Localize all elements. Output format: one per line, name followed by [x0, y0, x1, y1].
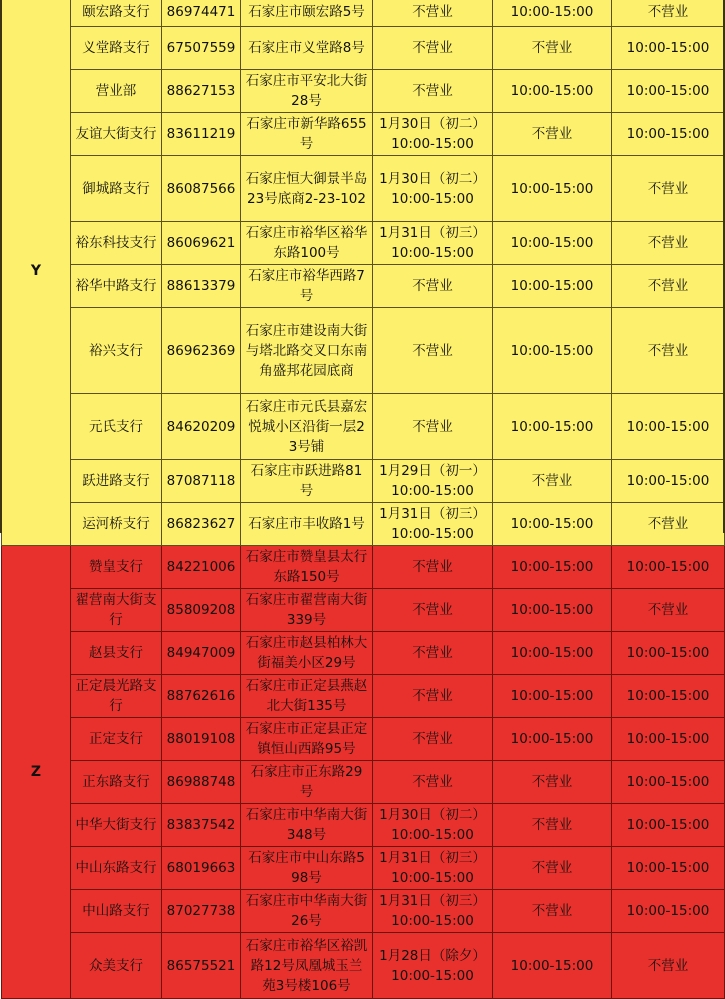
day2-hours-cell: 10:00-15:00 [493, 394, 612, 460]
day3-hours-cell: 10:00-15:00 [612, 804, 725, 847]
address-cell: 石家庄市翟营南大街339号 [241, 589, 373, 632]
day1-hours-cell: 不营业 [373, 546, 493, 589]
day1-hours-cell: 1月28日（除夕）10:00-15:00 [373, 933, 493, 999]
day1-hours-cell: 不营业 [373, 0, 493, 27]
table-row [2, 70, 725, 113]
table-row [2, 589, 725, 632]
day1-hours-cell: 不营业 [373, 308, 493, 394]
address-cell: 石家庄市中华南大街26号 [241, 890, 373, 933]
address-cell: 石家庄恒大御景半岛23号底商2-23-102 [241, 156, 373, 222]
branch-name-cell: 裕华中路支行 [71, 265, 162, 308]
day3-hours-cell: 10:00-15:00 [612, 113, 725, 156]
day2-hours-cell: 10:00-15:00 [493, 503, 612, 546]
table-row [2, 847, 725, 890]
branch-name-cell: 众美支行 [71, 933, 162, 999]
address-cell: 石家庄市新华路655号 [241, 113, 373, 156]
day1-hours-cell: 不营业 [373, 675, 493, 718]
phone-cell: 86823627 [162, 503, 241, 546]
day2-hours-cell: 不营业 [493, 804, 612, 847]
address-cell: 石家庄市建设南大街与塔北路交叉口东南角盛邦花园底商 [241, 308, 373, 394]
branch-name-cell: 裕东科技支行 [71, 222, 162, 265]
address-cell: 石家庄市颐宏路5号 [241, 0, 373, 27]
day1-hours-cell: 不营业 [373, 265, 493, 308]
day2-hours-cell: 10:00-15:00 [493, 156, 612, 222]
day2-hours-cell: 不营业 [493, 761, 612, 804]
day3-hours-cell: 10:00-15:00 [612, 70, 725, 113]
day2-hours-cell: 10:00-15:00 [493, 632, 612, 675]
table-row [2, 0, 725, 27]
day2-hours-cell: 10:00-15:00 [493, 0, 612, 27]
day3-hours-cell: 不营业 [612, 265, 725, 308]
section-z [2, 546, 725, 999]
phone-cell: 83837542 [162, 804, 241, 847]
address-cell: 石家庄市裕华区裕凯路12号凤凰城玉兰苑3号楼106号 [241, 933, 373, 999]
address-cell: 石家庄市裕华区裕华东路100号 [241, 222, 373, 265]
section-letter: Y [2, 0, 71, 546]
day1-hours-cell: 不营业 [373, 761, 493, 804]
day2-hours-cell: 10:00-15:00 [493, 222, 612, 265]
table-row [2, 113, 725, 156]
table-row [2, 265, 725, 308]
day2-hours-cell: 不营业 [493, 847, 612, 890]
table-row [2, 546, 725, 589]
day2-hours-cell: 10:00-15:00 [493, 265, 612, 308]
branch-name-cell: 营业部 [71, 70, 162, 113]
day1-hours-cell: 1月31日（初三）10:00-15:00 [373, 222, 493, 265]
phone-cell: 84620209 [162, 394, 241, 460]
day3-hours-cell: 10:00-15:00 [612, 890, 725, 933]
day3-hours-cell: 不营业 [612, 222, 725, 265]
day1-hours-cell: 1月31日（初三）10:00-15:00 [373, 847, 493, 890]
table-row [2, 933, 725, 999]
phone-cell: 86962369 [162, 308, 241, 394]
address-cell: 石家庄市裕华西路7号 [241, 265, 373, 308]
phone-cell: 83611219 [162, 113, 241, 156]
day1-hours-cell: 不营业 [373, 589, 493, 632]
day2-hours-cell: 10:00-15:00 [493, 308, 612, 394]
day1-hours-cell: 不营业 [373, 394, 493, 460]
day3-hours-cell: 10:00-15:00 [612, 718, 725, 761]
phone-cell: 68019663 [162, 847, 241, 890]
branch-name-cell: 赵县支行 [71, 632, 162, 675]
phone-cell: 88613379 [162, 265, 241, 308]
address-cell: 石家庄市丰收路1号 [241, 503, 373, 546]
day2-hours-cell: 10:00-15:00 [493, 718, 612, 761]
day1-hours-cell: 1月29日（初一）10:00-15:00 [373, 460, 493, 503]
day3-hours-cell: 不营业 [612, 308, 725, 394]
phone-cell: 88627153 [162, 70, 241, 113]
day2-hours-cell: 不营业 [493, 113, 612, 156]
branch-name-cell: 中华大街支行 [71, 804, 162, 847]
table-row [2, 503, 725, 546]
address-cell: 石家庄市中山东路598号 [241, 847, 373, 890]
day2-hours-cell: 10:00-15:00 [493, 675, 612, 718]
address-cell: 石家庄市赞皇县太行东路150号 [241, 546, 373, 589]
branch-name-cell: 赞皇支行 [71, 546, 162, 589]
day2-hours-cell: 不营业 [493, 890, 612, 933]
phone-cell: 86974471 [162, 0, 241, 27]
table-row [2, 27, 725, 70]
day3-hours-cell: 不营业 [612, 589, 725, 632]
day2-hours-cell: 不营业 [493, 460, 612, 503]
branch-name-cell: 中山东路支行 [71, 847, 162, 890]
day1-hours-cell: 1月30日（初二）10:00-15:00 [373, 804, 493, 847]
phone-cell: 86988748 [162, 761, 241, 804]
phone-cell: 86069621 [162, 222, 241, 265]
day3-hours-cell: 不营业 [612, 503, 725, 546]
table-row [2, 308, 725, 394]
branch-name-cell: 正定支行 [71, 718, 162, 761]
branch-name-cell: 颐宏路支行 [71, 0, 162, 27]
phone-cell: 87087118 [162, 460, 241, 503]
phone-cell: 86087566 [162, 156, 241, 222]
phone-cell: 88019108 [162, 718, 241, 761]
table-row [2, 222, 725, 265]
day3-hours-cell: 10:00-15:00 [612, 546, 725, 589]
branch-name-cell: 友谊大街支行 [71, 113, 162, 156]
address-cell: 石家庄市义堂路8号 [241, 27, 373, 70]
section-letter: Z [2, 546, 71, 999]
day1-hours-cell: 1月30日（初二）10:00-15:00 [373, 113, 493, 156]
day3-hours-cell: 10:00-15:00 [612, 394, 725, 460]
table-row [2, 632, 725, 675]
table-row [2, 761, 725, 804]
branch-hours-table [1, 0, 725, 999]
day3-hours-cell: 10:00-15:00 [612, 847, 725, 890]
day2-hours-cell: 10:00-15:00 [493, 70, 612, 113]
address-cell: 石家庄市元氏县嘉宏悦城小区沿街一层23号铺 [241, 394, 373, 460]
day1-hours-cell: 1月31日（初三）10:00-15:00 [373, 503, 493, 546]
section-y [2, 0, 725, 546]
day3-hours-cell: 10:00-15:00 [612, 632, 725, 675]
phone-cell: 85809208 [162, 589, 241, 632]
day2-hours-cell: 10:00-15:00 [493, 589, 612, 632]
day2-hours-cell: 不营业 [493, 27, 612, 70]
day1-hours-cell: 1月30日（初二）10:00-15:00 [373, 156, 493, 222]
table-row [2, 890, 725, 933]
branch-name-cell: 元氏支行 [71, 394, 162, 460]
branch-name-cell: 裕兴支行 [71, 308, 162, 394]
day1-hours-cell: 不营业 [373, 70, 493, 113]
branch-name-cell: 御城路支行 [71, 156, 162, 222]
address-cell: 石家庄市正东路29号 [241, 761, 373, 804]
address-cell: 石家庄市正定县燕赵北大街135号 [241, 675, 373, 718]
table-row [2, 675, 725, 718]
day1-hours-cell: 不营业 [373, 632, 493, 675]
branch-name-cell: 正定晨光路支行 [71, 675, 162, 718]
branch-name-cell: 中山路支行 [71, 890, 162, 933]
day2-hours-cell: 10:00-15:00 [493, 546, 612, 589]
phone-cell: 84221006 [162, 546, 241, 589]
day3-hours-cell: 10:00-15:00 [612, 761, 725, 804]
branch-name-cell: 运河桥支行 [71, 503, 162, 546]
address-cell: 石家庄市平安北大街28号 [241, 70, 373, 113]
day3-hours-cell: 不营业 [612, 933, 725, 999]
branch-name-cell: 翟营南大街支行 [71, 589, 162, 632]
table-row [2, 804, 725, 847]
day2-hours-cell: 10:00-15:00 [493, 933, 612, 999]
phone-cell: 86575521 [162, 933, 241, 999]
address-cell: 石家庄市正定县正定镇恒山西路95号 [241, 718, 373, 761]
table-row [2, 394, 725, 460]
phone-cell: 88762616 [162, 675, 241, 718]
branch-name-cell: 正东路支行 [71, 761, 162, 804]
address-cell: 石家庄市赵县柏林大街福美小区29号 [241, 632, 373, 675]
table-row [2, 718, 725, 761]
day3-hours-cell: 10:00-15:00 [612, 675, 725, 718]
table-row [2, 156, 725, 222]
branch-name-cell: 义堂路支行 [71, 27, 162, 70]
day3-hours-cell: 10:00-15:00 [612, 27, 725, 70]
phone-cell: 87027738 [162, 890, 241, 933]
address-cell: 石家庄市中华南大街348号 [241, 804, 373, 847]
table-row [2, 460, 725, 503]
day1-hours-cell: 1月31日（初三）10:00-15:00 [373, 890, 493, 933]
day3-hours-cell: 不营业 [612, 156, 725, 222]
day1-hours-cell: 不营业 [373, 27, 493, 70]
day1-hours-cell: 不营业 [373, 718, 493, 761]
phone-cell: 67507559 [162, 27, 241, 70]
address-cell: 石家庄市跃进路81号 [241, 460, 373, 503]
day3-hours-cell: 不营业 [612, 0, 725, 27]
phone-cell: 84947009 [162, 632, 241, 675]
branch-name-cell: 跃进路支行 [71, 460, 162, 503]
day3-hours-cell: 10:00-15:00 [612, 460, 725, 503]
